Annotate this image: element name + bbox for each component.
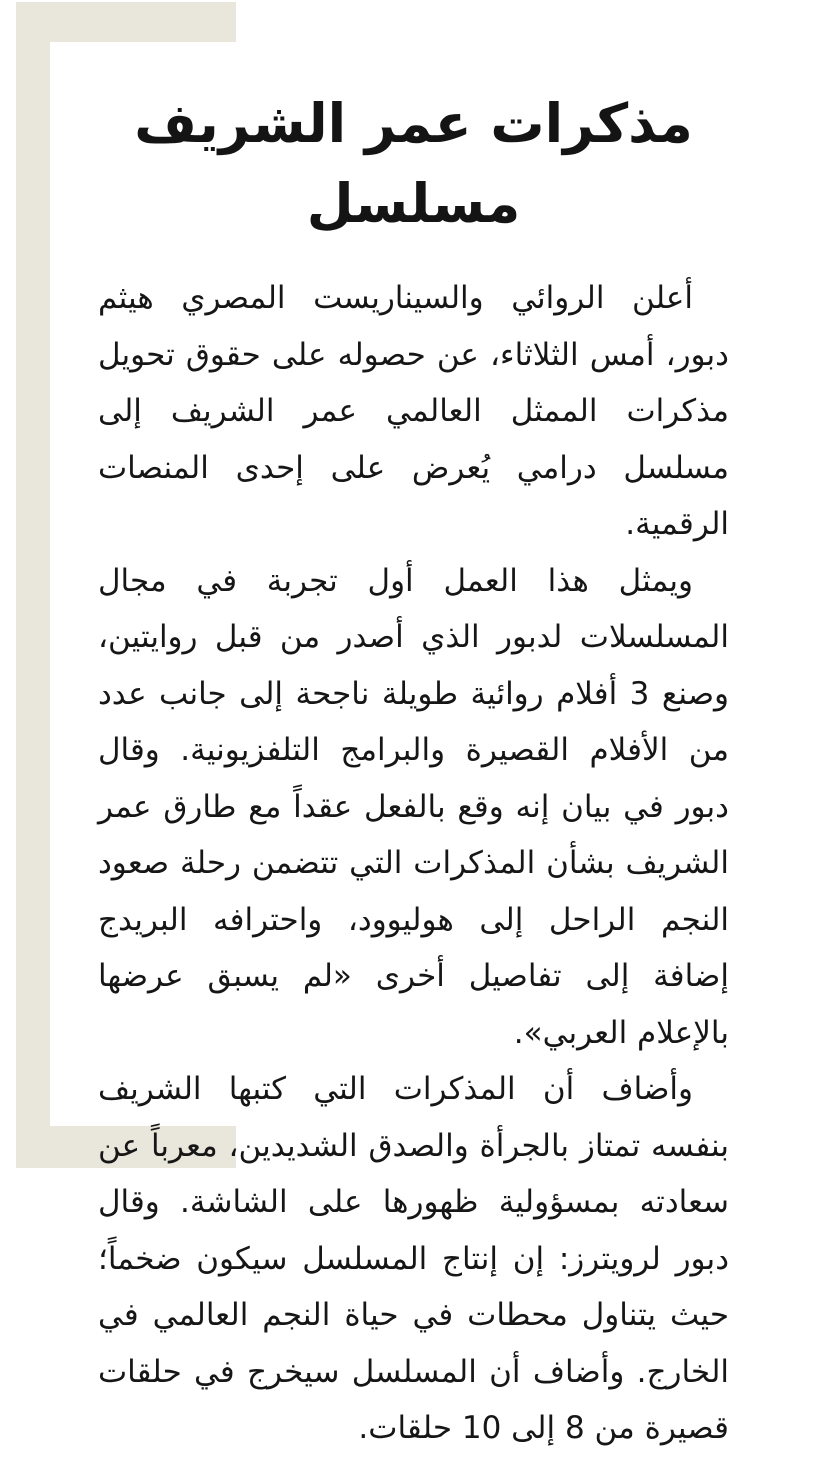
article-paragraph: أعلن الروائي والسيناريست المصري هيثم دبور، أمس الثلاثاء، عن حصوله على حقوق تحويل مذكرات الممثل العالمي عمر الشريف إلى مسلسل درامي يُعرض على إحدى المنصات الرقمية. [98,280,729,542]
article-paragraph: ويمثل هذا العمل أول تجربة في مجال المسلسلات لدبور الذي أصدر من قبل روايتين، وصنع 3 أفلام روائية طويلة ناجحة إلى جانب عدد من الأفلام القصيرة والبرامج التلفزيونية. وقال دبور في بيان إنه وقع بالفعل عقداً مع طارق عمر الشريف بشأن المذكرات التي تتضمن رحلة صعود النجم الراحل إلى هوليوود، واحترافه البريدج إضافة إلى تفاصيل أخرى «لم يسبق عرضها بالإعلام العربي». [98,562,729,1051]
article-headline: مذكرات عمر الشريف مسلسل [134,92,693,235]
article-paragraph: وأضاف أن المذكرات التي كتبها الشريف بنفسه تمتاز بالجرأة والصدق الشديدين، معرباً عن سعادته بمسؤولية ظهورها على الشاشة. وقال دبور لرويترز: إن إنتاج المسلسل سيكون ضخماً؛ حيث يتناول محطات في حياة النجم العالمي في الخارج. وأضاف أن المسلسل سيخرج في حلقات قصيرة من 8 إلى 10 حلقات. [98,1071,729,1446]
article-body [98,270,729,1457]
news-article [50,42,837,1446]
